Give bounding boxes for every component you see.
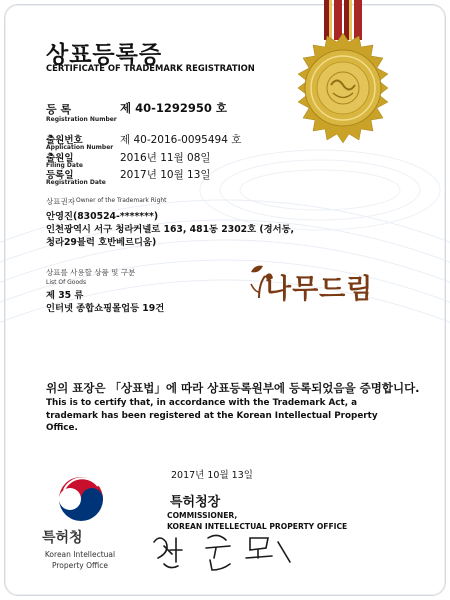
- commissioner-title-en-line2: KOREAN INTELLECTUAL PROPERTY OFFICE: [167, 521, 348, 531]
- certificate-title: 상표등록증: [46, 42, 163, 68]
- filing-date: 2016년 11월 08일: [120, 152, 211, 164]
- registration-label: 등 록: [46, 103, 72, 116]
- owner-address-line1: 인천광역시 서구 청라커넬로 163, 481동 2302호 (경서동,: [46, 224, 295, 235]
- registration-date: 2017년 10월 13일: [120, 169, 211, 181]
- registration-number: 제 40-1292950 호: [120, 101, 228, 115]
- registration-date-label: 등록일: [46, 170, 74, 181]
- office-name: 특허청: [42, 530, 83, 546]
- office-name-en: Korean Intellectual Property Office: [44, 550, 116, 570]
- goods-label-en: List Of Goods: [46, 279, 87, 286]
- goods-label: 상표를 사용할 상품 및 구분: [46, 268, 136, 277]
- application-number: 제 40-2016-0095494 호: [120, 134, 242, 146]
- owner-address-line2: 청라29블럭 호반베르디움): [46, 237, 157, 248]
- gold-seal-icon: [288, 0, 398, 150]
- commissioner-title-en-line1: COMMISSIONER,: [167, 511, 238, 520]
- owner-name: 안영진(830524-*******): [46, 211, 159, 222]
- application-label: 출원번호: [46, 135, 83, 146]
- filing-date-label: 출원일: [46, 153, 74, 164]
- issue-date: 2017년 10월 13일: [171, 470, 253, 481]
- filing-date-label-en: Filing Date: [46, 162, 83, 169]
- registration-label-en: Registration Number: [46, 116, 117, 123]
- registration-date-label-en: Registration Date: [46, 179, 106, 186]
- goods-description: 인터넷 종합쇼핑몰업등 19건: [46, 303, 165, 314]
- statement-english: This is to certify that, in accordance with the Trademark Act, a trademark has been registered at the Korean Intellectual Property Office.: [46, 398, 378, 433]
- goods-class: 제 35 류: [46, 290, 84, 301]
- application-label-en: Application Number: [46, 144, 114, 151]
- taegeuk-logo-icon: [54, 472, 108, 526]
- commissioner-title: 특허청장: [170, 495, 221, 510]
- signature-icon: [150, 528, 300, 574]
- certificate-subtitle: CERTIFICATE OF TRADEMARK REGISTRATION: [46, 63, 255, 73]
- owner-label: 상표권자: [46, 197, 75, 206]
- statement-korean: 위의 표장은 「상표법」에 따라 상표등록원부에 등록되었음을 증명합니다.: [46, 381, 420, 395]
- owner-label-en: Owner of the Trademark Right: [76, 197, 167, 204]
- trademark-logo: 나무드림: [265, 274, 374, 305]
